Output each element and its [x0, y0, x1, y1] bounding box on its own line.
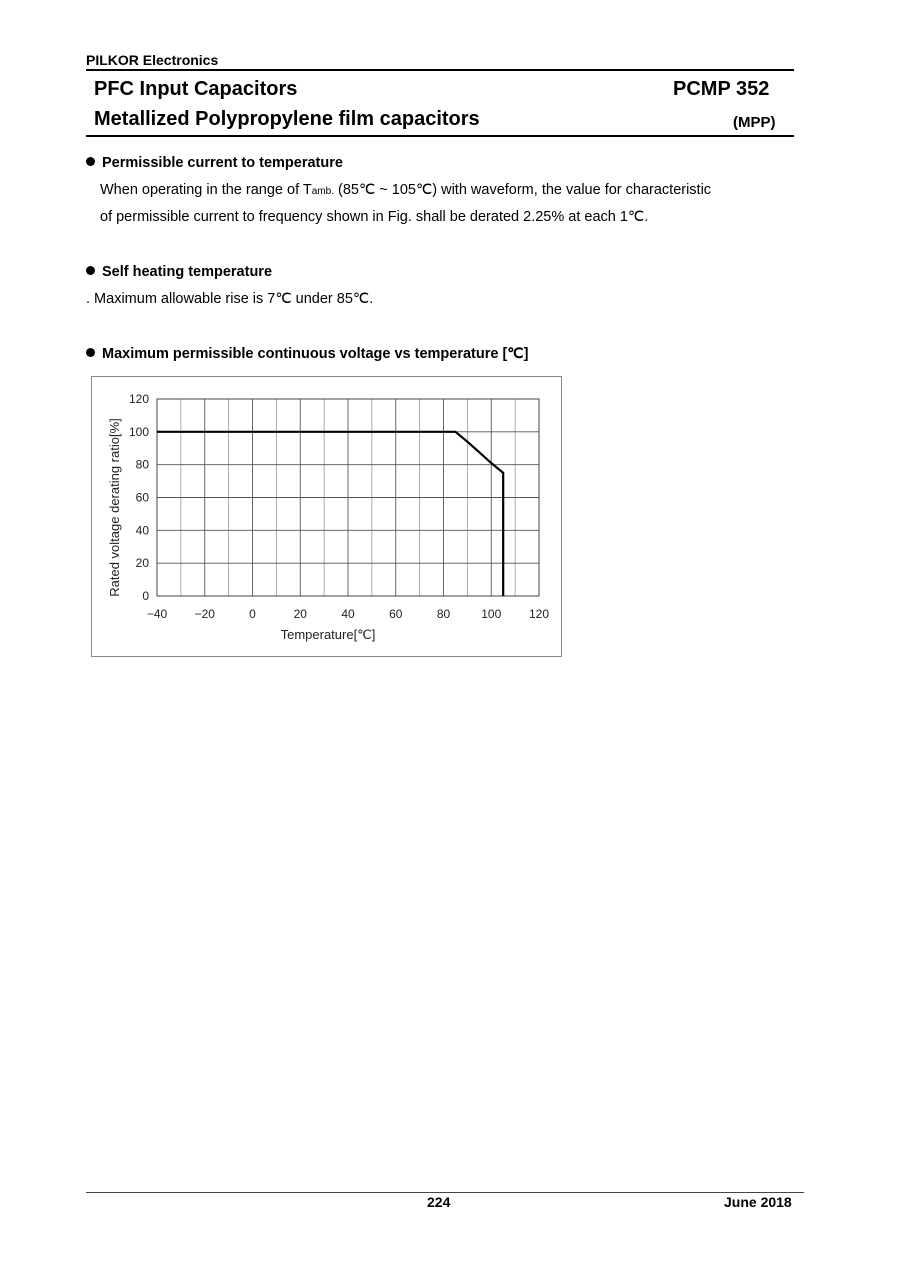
section-voltage-title: Maximum permissible continuous voltage vs temperature [℃] [102, 346, 529, 362]
publication-date: June 2018 [724, 1194, 792, 1210]
page-number: 224 [427, 1194, 451, 1210]
series-line [157, 432, 503, 596]
line1-subscript: amb. [311, 186, 334, 197]
x-tick-label: 60 [389, 607, 403, 621]
document-title: PFC Input Capacitors [94, 78, 298, 100]
document-subtitle: Metallized Polypropylene film capacitors [94, 108, 480, 130]
section-voltage-heading [86, 346, 528, 362]
section-heating-text: . Maximum allowable rise is 7℃ under 85℃. [86, 291, 374, 307]
line1-text-b: (85℃ ~ 105℃) with waveform, the value for characteristic [333, 182, 712, 198]
line1-text-a: When operating in the range of T [100, 182, 312, 198]
section-current-line1 [100, 182, 711, 198]
y-tick-label: 80 [135, 457, 149, 472]
x-axis-label: Temperature[℃] [280, 627, 376, 642]
bullet-icon [86, 157, 95, 166]
header-bottom-rule [86, 135, 794, 137]
section-current-heading [86, 155, 343, 171]
section-heating-heading [86, 264, 272, 280]
y-axis-label: Rated voltage derating ratio[%] [107, 418, 122, 597]
section-heating-title: Self heating temperature [102, 264, 273, 280]
chart-frame [91, 376, 562, 657]
x-tick-label: 80 [436, 607, 451, 621]
company-name: PILKOR Electronics [86, 52, 219, 68]
x-tick-label: 100 [481, 607, 502, 621]
derating-chart [92, 377, 561, 656]
y-tick-label: 120 [128, 392, 149, 406]
footer-rule [86, 1192, 804, 1193]
bullet-icon [86, 348, 95, 357]
y-tick-label: 100 [128, 424, 149, 439]
x-tick-label: 120 [528, 607, 550, 621]
type-code: (MPP) [733, 114, 776, 131]
x-tick-label: −40 [146, 607, 168, 621]
x-tick-label: 20 [293, 607, 307, 621]
x-tick-label: 40 [341, 607, 355, 621]
y-tick-label: 40 [135, 523, 149, 538]
section-current-line2: of permissible current to frequency shown in Fig. shall be derated 2.25% at each 1℃. [100, 209, 649, 225]
x-tick-label: −20 [194, 607, 215, 621]
x-tick-label: 0 [249, 607, 256, 621]
section-current-title: Permissible current to temperature [102, 155, 343, 171]
bullet-icon [86, 266, 95, 275]
y-tick-label: 0 [142, 589, 149, 603]
y-tick-label: 20 [135, 556, 149, 571]
y-tick-label: 60 [135, 490, 149, 505]
product-code: PCMP 352 [673, 78, 770, 100]
header-top-rule [86, 69, 794, 71]
